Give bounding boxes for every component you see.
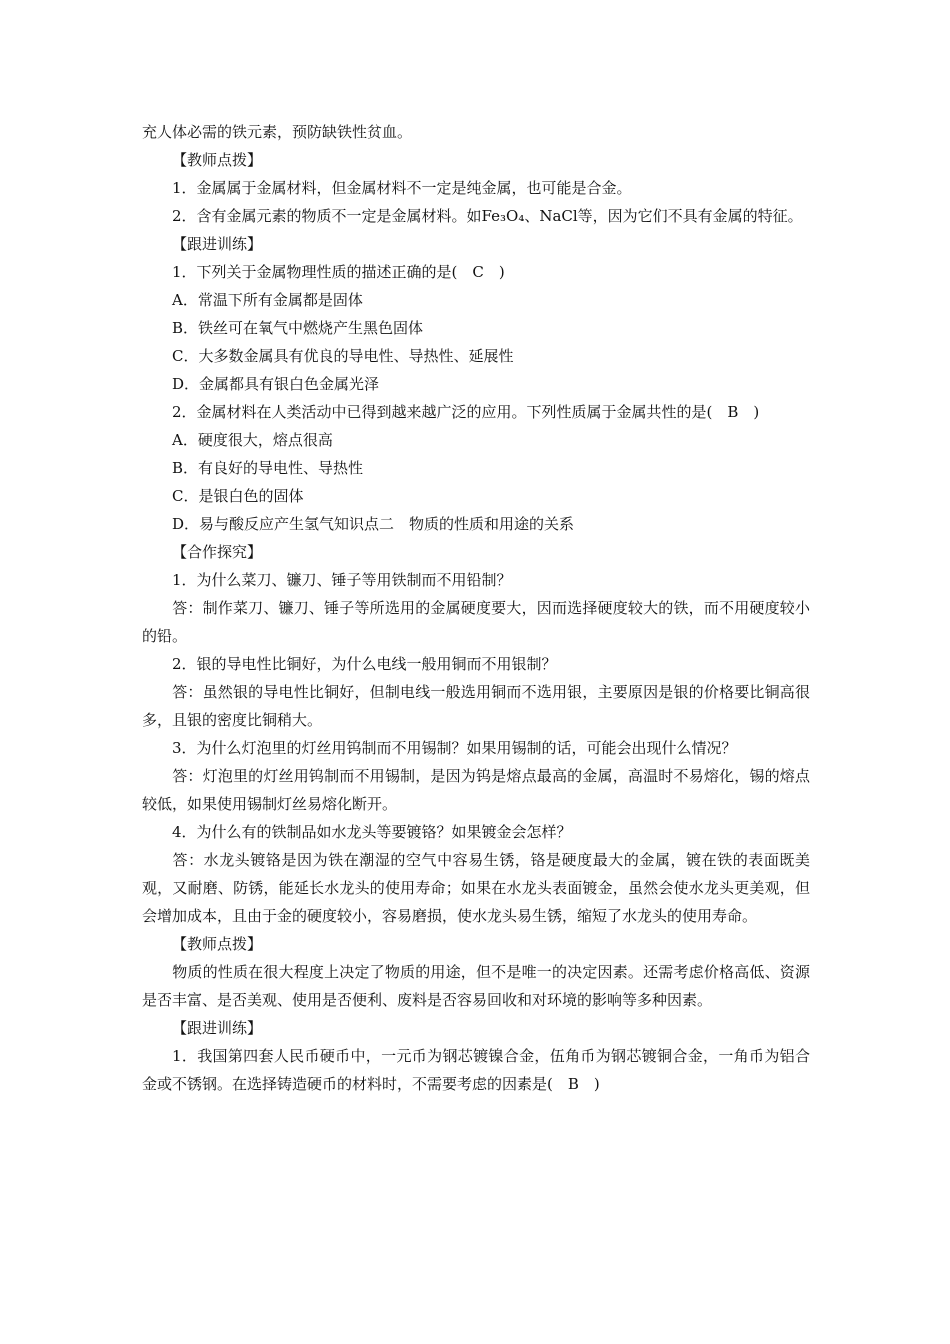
paragraph — [142, 958, 810, 1014]
section-heading: 【教师点拨】 — [172, 151, 263, 169]
option: C．是银白色的固体 — [172, 487, 304, 505]
option: D．易与酸反应产生氢气知识点二 物质的性质和用途的关系 — [172, 515, 575, 533]
question: 1．下列关于金属物理性质的描述正确的是( C ) — [172, 263, 505, 281]
option: B．有良好的导电性、导热性 — [172, 459, 364, 477]
answer-text: 答：水龙头镀铬是因为铁在潮湿的空气中容易生锈，铬是硬度最大的金属，镀在铁的表面既美观，又耐磨、防锈，能延长水龙头的使用寿命；如果在水龙头表面镀金，虽然会使水龙头更美观，但会增加成本，且由于金的硬度较小，容易磨损，使水龙头易生锈，缩短了水龙头的使用寿命。 — [142, 851, 810, 925]
paragraph: 充人体必需的铁元素，预防缺铁性贫血。 — [142, 123, 413, 141]
question-text: 2．金属材料在人类活动中已得到越来越广泛的应用。下列性质属于金属共性的是( B ) — [172, 403, 760, 421]
section-heading: 【教师点拨】 — [172, 935, 263, 953]
option: A．常温下所有金属都是固体 — [172, 291, 363, 309]
paragraph: 1．金属属于金属材料，但金属材料不一定是纯金属，也可能是合金。 — [172, 179, 632, 197]
answer — [142, 762, 810, 818]
section-heading: 【跟进训练】 — [172, 1019, 263, 1037]
question: 2．银的导电性比铜好，为什么电线一般用铜而不用银制？ — [172, 655, 557, 673]
question — [142, 398, 810, 426]
question: 1．为什么菜刀、镰刀、锤子等用铁制而不用铅制？ — [172, 571, 512, 589]
paragraph-text: 物质的性质在很大程度上决定了物质的用途，但不是唯一的决定因素。还需考虑价格高低、资源是否丰富、是否美观、使用是否便利、废料是否容易回收和对环境的影响等多种因素。 — [142, 963, 810, 1009]
answer-text: 答：制作菜刀、镰刀、锤子等所选用的金属硬度要大，因而选择硬度较大的铁，而不用硬度较小的铅。 — [142, 599, 810, 645]
answer — [142, 594, 810, 650]
option: B．铁丝可在氧气中燃烧产生黑色固体 — [172, 319, 424, 337]
answer-text: 答：虽然银的导电性比铜好，但制电线一般选用铜而不选用银，主要原因是银的价格要比铜高很多，且银的密度比铜稍大。 — [142, 683, 810, 729]
paragraph-text: 2．含有金属元素的物质不一定是金属材料。如Fe₃O₄、NaCl等，因为它们不具有金属的特征。 — [172, 207, 803, 225]
section-heading: 【合作探究】 — [172, 543, 263, 561]
question: 4．为什么有的铁制品如水龙头等要镀铬？如果镀金会怎样？ — [172, 823, 572, 841]
answer — [142, 678, 810, 734]
answer-text: 答：灯泡里的灯丝用钨制而不用锡制，是因为钨是熔点最高的金属，高温时不易熔化，锡的熔点较低，如果使用锡制灯丝易熔化断开。 — [142, 767, 810, 813]
option: A．硬度很大，熔点很高 — [172, 431, 333, 449]
option: D．金属都具有银白色金属光泽 — [172, 375, 380, 393]
paragraph — [142, 202, 810, 230]
document-page — [142, 118, 810, 1098]
question: 3．为什么灯泡里的灯丝用钨制而不用锡制？如果用锡制的话，可能会出现什么情况？ — [172, 739, 737, 757]
question-text: 1．我国第四套人民币硬币中，一元币为钢芯镀镍合金，伍角币为钢芯镀铜合金，一角币为铝合金或不锈钢。在选择铸造硬币的材料时，不需要考虑的因素是( B ) — [142, 1047, 810, 1093]
section-heading: 【跟进训练】 — [172, 235, 263, 253]
answer — [142, 846, 810, 930]
option: C．大多数金属具有优良的导电性、导热性、延展性 — [172, 347, 514, 365]
question — [142, 1042, 810, 1098]
